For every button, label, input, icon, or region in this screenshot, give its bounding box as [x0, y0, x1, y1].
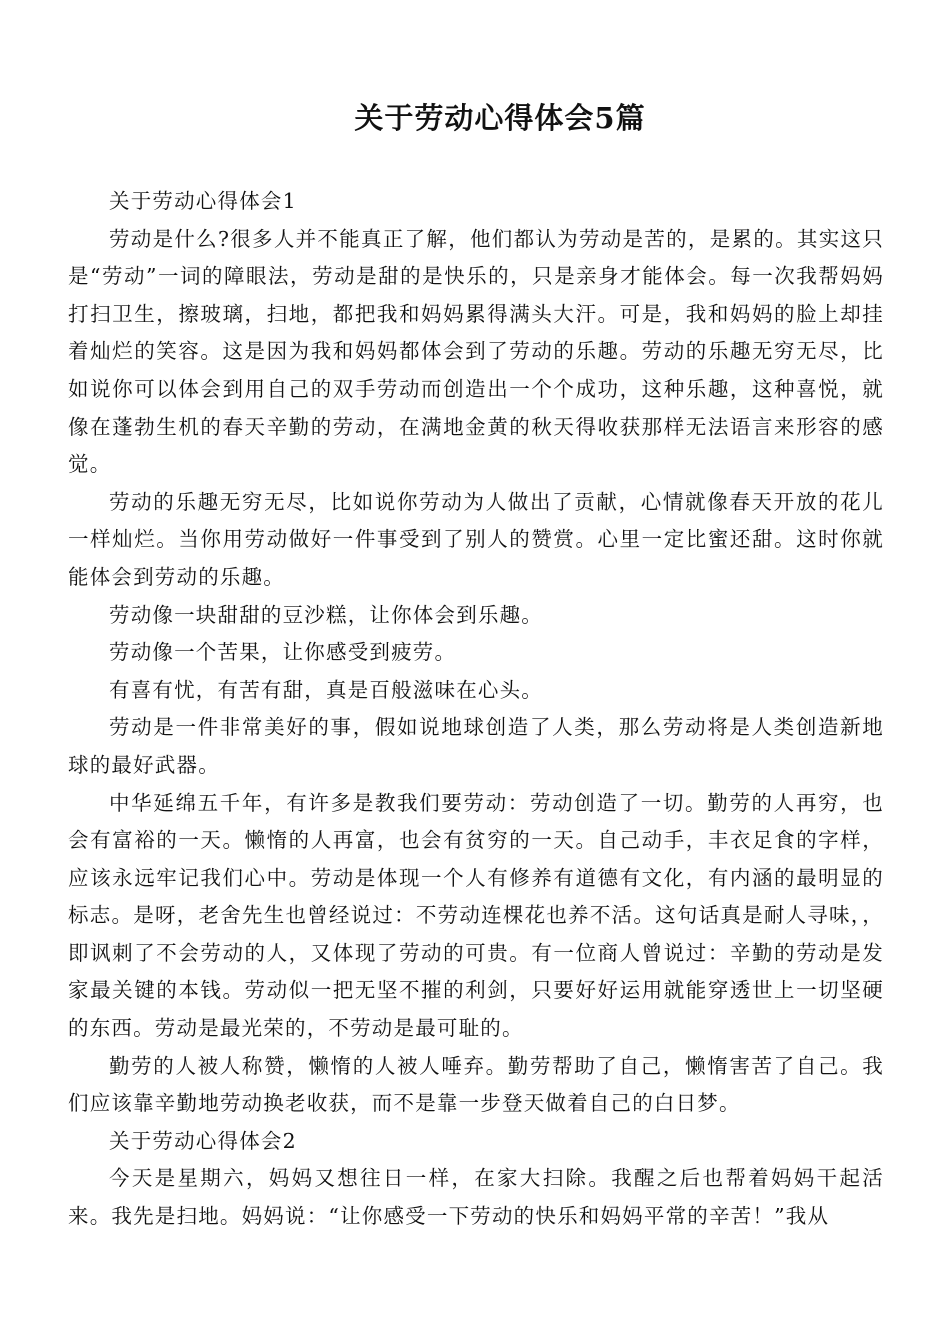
document-body: [68, 183, 884, 1236]
paragraph: 劳动像一个苦果，让你感受到疲劳。: [109, 640, 457, 665]
paragraph: 劳动是一件非常美好的事，假如说地球创造了人类，那么劳动将是人类创造新地球的最好武器。: [68, 715, 884, 777]
paragraph: 有喜有忧，有苦有甜，真是百般滋味在心头。: [109, 677, 543, 702]
paragraph: 中华延绵五千年，有许多是教我们要劳动：劳动创造了一切。勤劳的人再穷，也会有富裕的一天。懒惰的人再富，也会有贫穷的一天。自己动手，丰衣足食的字样，应该永远牢记我们心中。劳动是体现一个人有修养有道德有文化，有内涵的最明显的标志。是呀，老舍先生也曾经说过：不劳动连棵花也养不活。这句话真是耐人寻味，，即讽刺了不会劳动的人，又体现了劳动的可贵。有一位商人曾说过：辛勤的劳动是发家最关键的本钱。劳动似一把无坚不摧的利剑，只要好好运用就能穿透世上一切坚硬的东西。劳动是最光荣的，不劳动是最可耻的。: [68, 790, 884, 1041]
paragraph: 劳动像一块甜甜的豆沙糕，让你体会到乐趣。: [109, 602, 543, 627]
paragraph: 劳动是什么?很多人并不能真正了解，他们都认为劳动是苦的，是累的。其实这只是“劳动”一词的障眼法，劳动是甜的是快乐的，只是亲身才能体会。每一次我帮妈妈打扫卫生，擦玻璃，扫地，都把我和妈妈累得满头大汗。可是，我和妈妈的脸上却挂着灿烂的笑容。这是因为我和妈妈都体会到了劳动的乐趣。劳动的乐趣无穷无尽，比如说你可以体会到用自己的双手劳动而创造出一个个成功，这种乐趣，这种喜悦，就像在蓬勃生机的春天辛勤的劳动，在满地金黄的秋天得收获那样无法语言来形容的感觉。: [68, 226, 884, 477]
paragraph: 劳动的乐趣无穷无尽，比如说你劳动为人做出了贡献，心情就像春天开放的花儿一样灿烂。当你用劳动做好一件事受到了别人的赞赏。心里一定比蜜还甜。这时你就能体会到劳动的乐趣。: [68, 489, 884, 589]
paragraph: 勤劳的人被人称赞，懒惰的人被人唾弃。勤劳帮助了自己，懒惰害苦了自己。我们应该靠辛勤地劳动换老收获，而不是靠一步登天做着自己的白日梦。: [68, 1053, 884, 1116]
paragraph: 今天是星期六，妈妈又想往日一样，在家大扫除。我醒之后也帮着妈妈干起活来。我先是扫地。妈妈说：“让你感受一下劳动的快乐和妈妈平常的辛苦！”我从: [68, 1166, 884, 1229]
document-title: 关于劳动心得体会5篇: [354, 101, 646, 135]
section-heading: 关于劳动心得体会2: [109, 1128, 297, 1153]
section-heading: 关于劳动心得体会1: [109, 189, 297, 213]
